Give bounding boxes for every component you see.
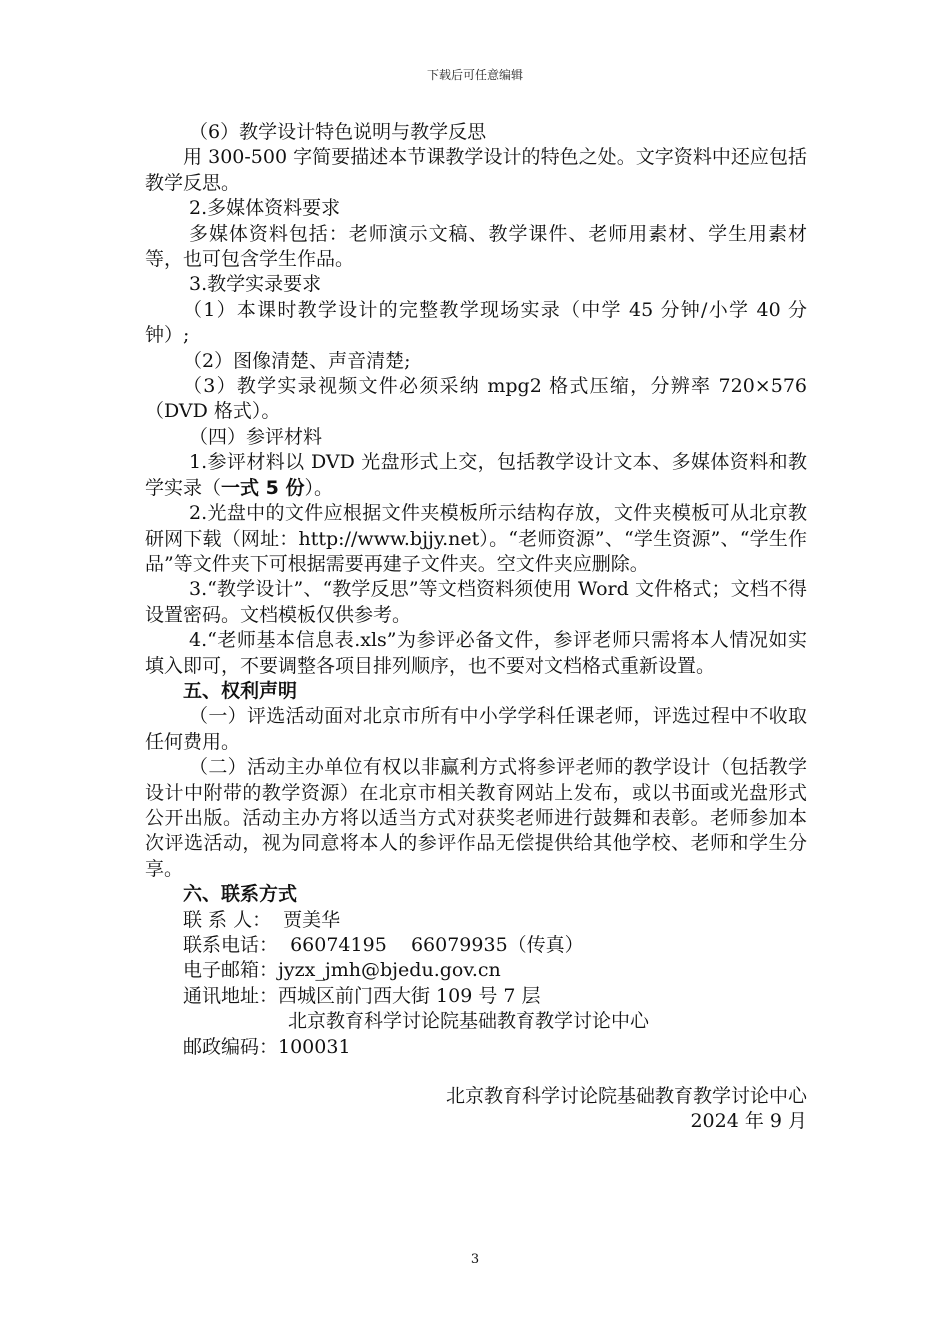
paragraph-multimedia-content: 多媒体资料包括：老师演示文稿、教学课件、老师用素材、学生用素材等，也可包含学生作品。 [145, 222, 807, 271]
contact-phone: 联系电话： 66074195 66079935（传真） [183, 934, 584, 956]
materials-1-text: 1.参评材料以 DVD 光盘形式上交，包括教学设计文本、多媒体资料和教学实录（ [145, 451, 807, 499]
paragraph-recording-item-2: （2）图像清楚、声音清楚; [183, 349, 411, 372]
contact-address-line-2: 北京教育科学讨论院基础教育教学讨论中心 [288, 1010, 650, 1033]
materials-1-end: ）。 [304, 476, 333, 499]
paragraph-materials-3: 3.“教学设计”、“教学反思”等文档资料须使用 Word 文件格式；文档不得设置密码。文档模板仅供参考。 [145, 578, 807, 626]
signature-date: 2024 年 9 月 [690, 1110, 807, 1133]
paragraph-materials-4: 4.“老师基本信息表.xls”为参评必备文件，参评老师只需将本人情况如实填入即可，不要调整各项目排列顺序，也不要对文档格式重新设置。 [145, 629, 807, 677]
paragraph-feature-description: 用 300-500 字简要描述本节课教学设计的特色之处。文字资料中还应包括教学反思。 [145, 146, 807, 194]
paragraph-materials-2: 2.光盘中的文件应根据文件夹模板所示结构存放，文件夹模板可从北京教研网下载（网址：http://www.bjjy.net）。“老师资源”、“学生资源”、“学生作品”等文件夹下可根据需要再建子文件夹。空文件夹应删除。 [145, 502, 807, 575]
paragraph-multimedia-heading: 2.多媒体资料要求 [189, 197, 341, 220]
paragraph-rights-1: （一）评选活动面对北京市所有中小学学科任课老师，评选过程中不收取任何费用。 [145, 705, 807, 753]
paragraph-recording-item-1: （1）本课时教学设计的完整教学现场实录（中学 45 分钟/小学 40 分钟）; [145, 298, 807, 347]
spacer [145, 1060, 807, 1084]
paragraph-teaching-design-feature: （6）教学设计特色说明与教学反思 [189, 121, 487, 143]
section-four-heading: （四）参评材料 [189, 425, 323, 448]
contact-address: 通讯地址：西城区前门西大街 109 号 7 层 [183, 984, 541, 1007]
materials-copies-emphasis: 一式 5 份 [221, 476, 305, 499]
paragraph-rights-2: （二）活动主办单位有权以非赢利方式将参评老师的教学设计（包括教学设计中附带的教学资源）在北京市相关教育网站上发布，或以书面或光盘形式公开出版。活动主办方将以适当方式对获奖老师进行鼓舞和表彰。老师参加本次评选活动，视为同意将本人的参评作品无偿提供给其他学校、老师和学生分享。 [145, 756, 807, 880]
paragraph-materials-1 [145, 450, 807, 501]
page-number: 3 [470, 1252, 480, 1267]
paragraph-recording-heading: 3.教学实录要求 [189, 273, 322, 296]
paragraph-recording-item-3: （3）教学实录视频文件必须采纳 mpg2 格式压缩，分辨率 720×576（DVD 格式）。 [145, 375, 807, 423]
document-body [145, 120, 807, 1135]
contact-person: 联 系 人： 贾美华 [183, 908, 341, 931]
contact-email: 电子邮箱：jyzx_jmh@bjedu.gov.cn [183, 959, 501, 982]
section-six-heading: 六、联系方式 [183, 883, 298, 906]
section-five-heading: 五、权利声明 [183, 679, 298, 702]
contact-postcode: 邮政编码：100031 [183, 1035, 351, 1058]
page-header: 下载后可任意编辑 [426, 68, 523, 82]
signature-organization: 北京教育科学讨论院基础教育教学讨论中心 [445, 1085, 807, 1108]
